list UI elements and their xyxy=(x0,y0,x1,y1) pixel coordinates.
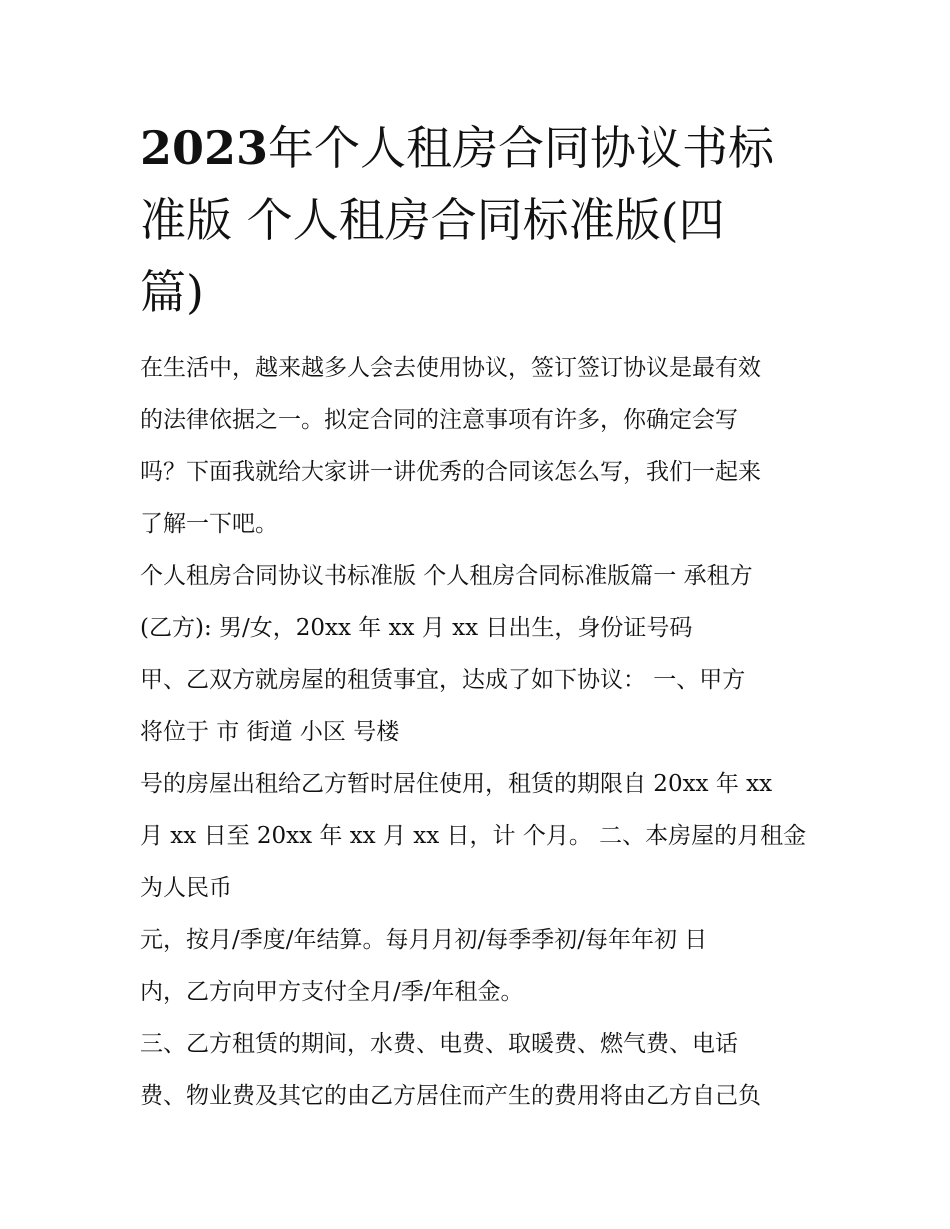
body-line: 的法律依据之一。拟定合同的注意事项有许多，你确定会写 xyxy=(140,407,738,433)
document-page xyxy=(140,112,815,1122)
body-line: 内，乙方向甲方支付全月/季/年租金。 xyxy=(140,979,524,1005)
body-line: 个人租房合同协议书标准版 个人租房合同标准版篇一 承租方 xyxy=(140,563,753,589)
body-line: 元，按月/季度/年结算。每月月初/每季季初/每年年初 日 xyxy=(140,927,708,953)
title-line-3: 篇) xyxy=(140,265,204,319)
body-line: 了解一下吧。 xyxy=(140,511,278,537)
document-body xyxy=(140,342,815,1122)
body-line: 吗？下面我就给大家讲一讲优秀的合同该怎么写，我们一起来 xyxy=(140,459,761,485)
body-line: 费、物业费及其它的由乙方居住而产生的费用将由乙方自己负 xyxy=(140,1083,761,1109)
body-line: (乙方): 男/女，20xx 年 xx 月 xx 日出生，身份证号码 xyxy=(140,615,693,641)
document-title xyxy=(140,112,815,328)
title-line-1: 年个人租房合同协议书标 xyxy=(268,121,775,175)
body-line: 甲、乙双方就房屋的租赁事宜，达成了如下协议： 一、甲方 xyxy=(140,667,746,693)
title-year: 2023 xyxy=(140,121,269,175)
title-line-2: 准版 个人租房合同标准版(四 xyxy=(140,193,725,247)
body-line: 号的房屋出租给乙方暂时居住使用，租赁的期限自 20xx 年 xx xyxy=(140,771,773,797)
body-line: 为人民币 xyxy=(140,875,232,901)
body-line: 三、乙方租赁的期间，水费、电费、取暖费、燃气费、电话 xyxy=(140,1031,738,1057)
body-line: 将位于 市 街道 小区 号楼 xyxy=(140,719,400,745)
body-line: 在生活中，越来越多人会去使用协议，签订签订协议是最有效 xyxy=(140,355,761,381)
body-line: 月 xx 日至 20xx 年 xx 月 xx 日，计 个月。 二、本房屋的月租金 xyxy=(140,823,807,849)
